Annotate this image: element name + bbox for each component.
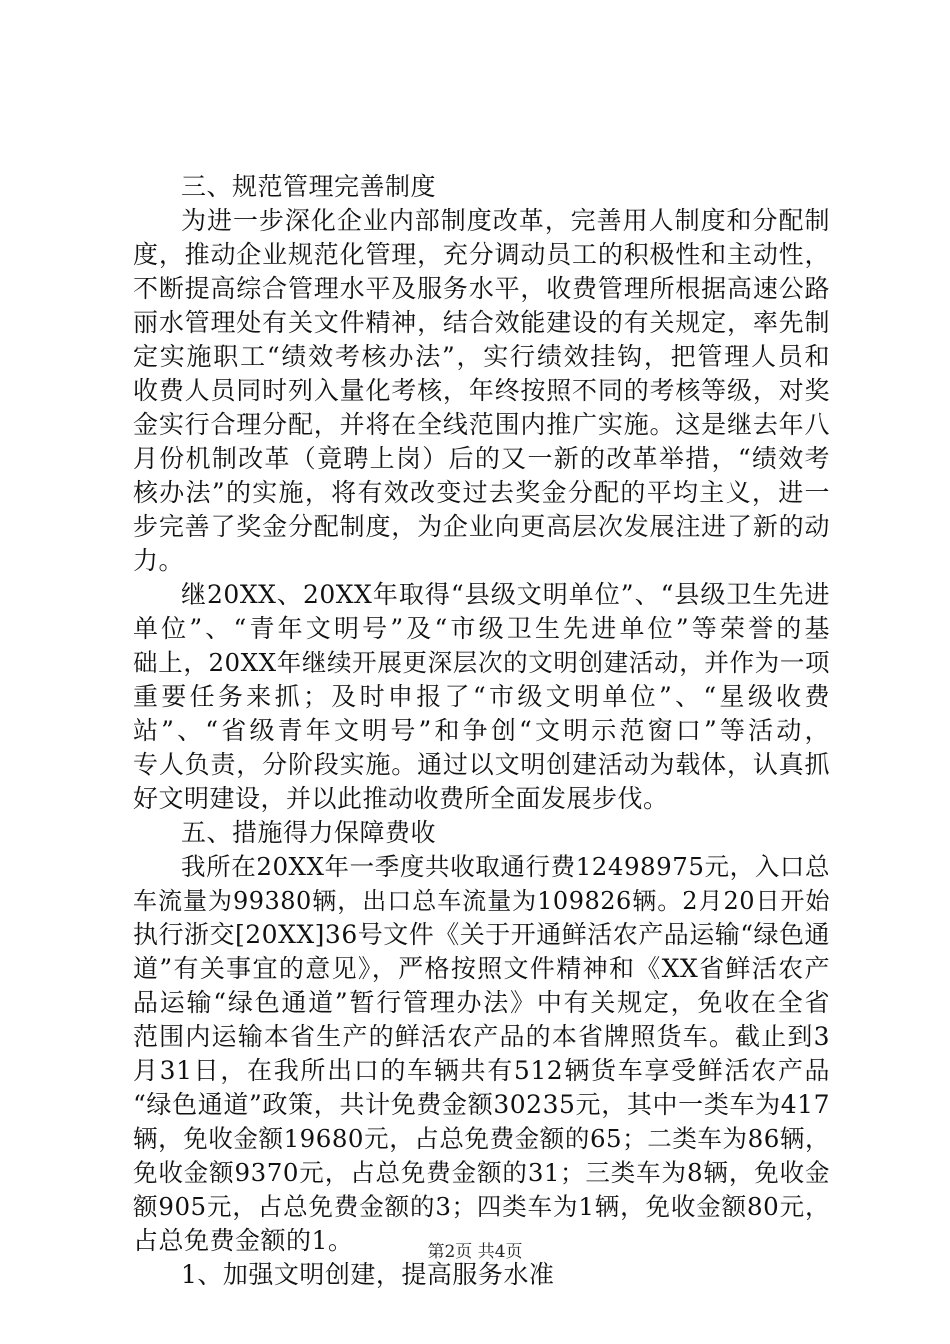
text-line: 五、措施得力保障费收 [181,818,437,847]
text-line: 免收金额9370元，占总免费金额的31；三类车为8辆，免收金 [133,1158,830,1187]
text-line: 月份机制改革（竟聘上岗）后的又一新的改革举措，“绩效考 [133,444,830,473]
document-body [133,170,830,1292]
text-line: 础上，20XX年继续开展更深层次的文明创建活动，并作为一项 [133,648,830,677]
page-footer: 第2页 共4页 [427,1242,523,1262]
text-line: 步完善了奖金分配制度，为企业向更高层次发展注进了新的动 [133,512,830,541]
text-line: 月31日，在我所出口的车辆共有512辆货车享受鲜活农产品 [133,1056,830,1085]
text-line: 收费人员同时列入量化考核，年终按照不同的考核等级，对奖 [133,376,830,405]
text-line: 道”有关事宜的意见》，严格按照文件精神和《XX省鲜活农产 [133,954,830,983]
text-line: 定实施职工“绩效考核办法”，实行绩效挂钩，把管理人员和 [133,342,830,371]
text-line: 力。 [133,546,185,575]
text-line: 丽水管理处有关文件精神，结合效能建设的有关规定，率先制 [133,308,830,337]
text-line: 品运输“绿色通道”暂行管理办法》中有关规定，免收在全省 [133,988,830,1017]
text-line: 度，推动企业规范化管理，充分调动员工的积极性和主动性， [133,240,830,269]
text-line: 1、加强文明创建，提高服务水准 [181,1260,555,1289]
text-line: 三、规范管理完善制度 [181,172,437,201]
text-line: 辆，免收金额19680元，占总免费金额的65；二类车为86辆， [133,1124,830,1153]
text-line: 我所在20XX年一季度共收取通行费12498975元，入口总 [181,852,830,881]
text-line: 不断提高综合管理水平及服务水平，收费管理所根据高速公路 [133,274,830,303]
text-line: 执行浙交[20XX]36号文件《关于开通鲜活农产品运输“绿色通 [133,920,831,949]
text-line: 车流量为99380辆，出口总车流量为109826辆。2月20日开始 [133,887,830,915]
text-line: 金实行合理分配，并将在全线范围内推广实施。这是继去年八 [133,410,830,439]
text-line: 专人负责，分阶段实施。通过以文明创建活动为载体，认真抓 [133,750,830,779]
text-line: 单位”、“青年文明号”及“市级卫生先进单位”等荣誉的基 [133,614,830,643]
text-line: “绿色通道”政策，共计免费金额30235元，其中一类车为417 [133,1090,830,1119]
text-line: 继20XX、20XX年取得“县级文明单位”、“县级卫生先进 [181,580,830,609]
text-line: 好文明建设，并以此推动收费所全面发展步伐。 [133,784,669,813]
text-line: 范围内运输本省生产的鲜活农产品的本省牌照货车。截止到3 [133,1022,830,1051]
text-line: 为进一步深化企业内部制度改革，完善用人制度和分配制 [181,206,830,235]
text-line: 占总免费金额的1。 [133,1226,354,1255]
text-line: 站”、“省级青年文明号”和争创“文明示范窗口”等活动， [133,716,830,745]
text-line: 重要任务来抓；及时申报了“市级文明单位”、“星级收费 [133,682,830,711]
text-line: 额905元，占总免费金额的3；四类车为1辆，免收金额80元， [133,1192,830,1221]
text-line: 核办法”的实施，将有效改变过去奖金分配的平均主义，进一 [133,478,830,507]
